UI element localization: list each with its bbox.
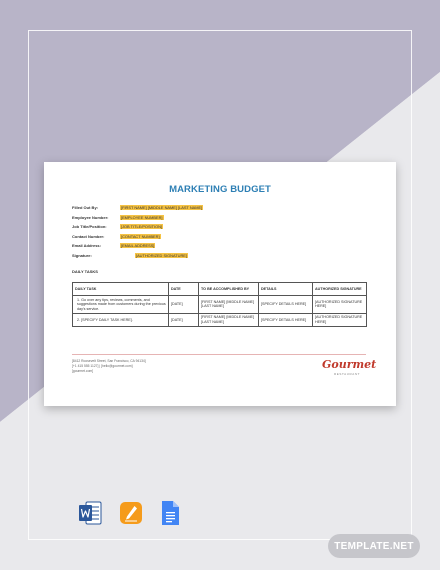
header-daily-task: DAILY TASK (73, 283, 169, 296)
signature-label: Signature: (72, 253, 92, 258)
template-net-badge[interactable]: TEMPLATE.NET (328, 534, 420, 558)
field-job-title (72, 222, 203, 232)
field-filled-out-by (72, 203, 203, 213)
table-cell: [AUTHORIZED SIGNATURE HERE] (313, 313, 367, 326)
info-fields (72, 203, 203, 251)
daily-tasks-heading: DAILY TASKS (72, 269, 98, 274)
table-cell: [FIRST NAME] [MIDDLE NAME] [LAST NAME] (199, 313, 259, 326)
field-label: Job Title/Position: (72, 224, 107, 230)
logo-tagline: RESTAURANT (334, 372, 361, 376)
word-icon[interactable] (78, 500, 102, 526)
header-date: DATE (169, 283, 199, 296)
field-label: Email Address: (72, 243, 101, 249)
field-value: [EMPLOYEE NUMBER] (121, 214, 163, 220)
field-value: [FIRST NAME] [MIDDLE NAME] [LAST NAME] (121, 205, 203, 211)
table-cell: [AUTHORIZED SIGNATURE HERE] (313, 296, 367, 314)
table-cell: [DATE] (169, 313, 199, 326)
signature-value: [AUTHORIZED SIGNATURE] (136, 253, 187, 258)
table-cell: 2. [SPECIFY DAILY TASK HERE]. (73, 313, 169, 326)
table-row (73, 296, 367, 314)
table-cell: [SPECIFY DETAILS HERE] (259, 313, 313, 326)
field-email-address (72, 241, 203, 251)
document-preview[interactable] (44, 162, 396, 406)
header-accomplished-by: TO BE ACCOMPLISHED BY (199, 283, 259, 296)
document-title: MARKETING BUDGET (169, 184, 271, 195)
field-value: [CONTACT NUMBER] (121, 233, 160, 239)
pages-icon[interactable] (119, 500, 143, 526)
table-cell: 1. Go over any tips, reviews, comments, and suggestions made from customers during the previous day's service. (73, 296, 169, 314)
footer-address: [8412 Roosevelt Street, San Francisco, CA 94134] (72, 359, 146, 363)
table-header-row (73, 283, 367, 296)
footer-website: [gourmet.com] (72, 369, 94, 373)
field-label: Employee Number: (72, 214, 109, 220)
signature-row (72, 253, 188, 258)
table-cell: [DATE] (169, 296, 199, 314)
daily-tasks-table (72, 282, 367, 327)
gourmet-logo: Gourmet (322, 358, 377, 371)
field-employee-number (72, 213, 203, 223)
header-details: DETAILS (259, 283, 313, 296)
footer-divider (72, 354, 366, 355)
footer-contact (72, 359, 146, 374)
table-cell: [SPECIFY DETAILS HERE] (259, 296, 313, 314)
table-row (73, 313, 367, 326)
field-label: Contact Number: (72, 233, 105, 239)
field-value: [EMAIL ADDRESS] (121, 243, 155, 249)
field-value: [JOB TITLE/POSITION] (121, 224, 163, 230)
google-docs-icon[interactable] (158, 500, 182, 526)
footer-phone-email: [+1 415 555 1127] | [hello@gourmet.com] (72, 364, 133, 368)
field-contact-number (72, 232, 203, 242)
table-cell: [FIRST NAME] [MIDDLE NAME] [LAST NAME] (199, 296, 259, 314)
field-label: Filled Out By: (72, 205, 98, 211)
header-authorized-signature: AUTHORIZED SIGNATURE (313, 283, 367, 296)
